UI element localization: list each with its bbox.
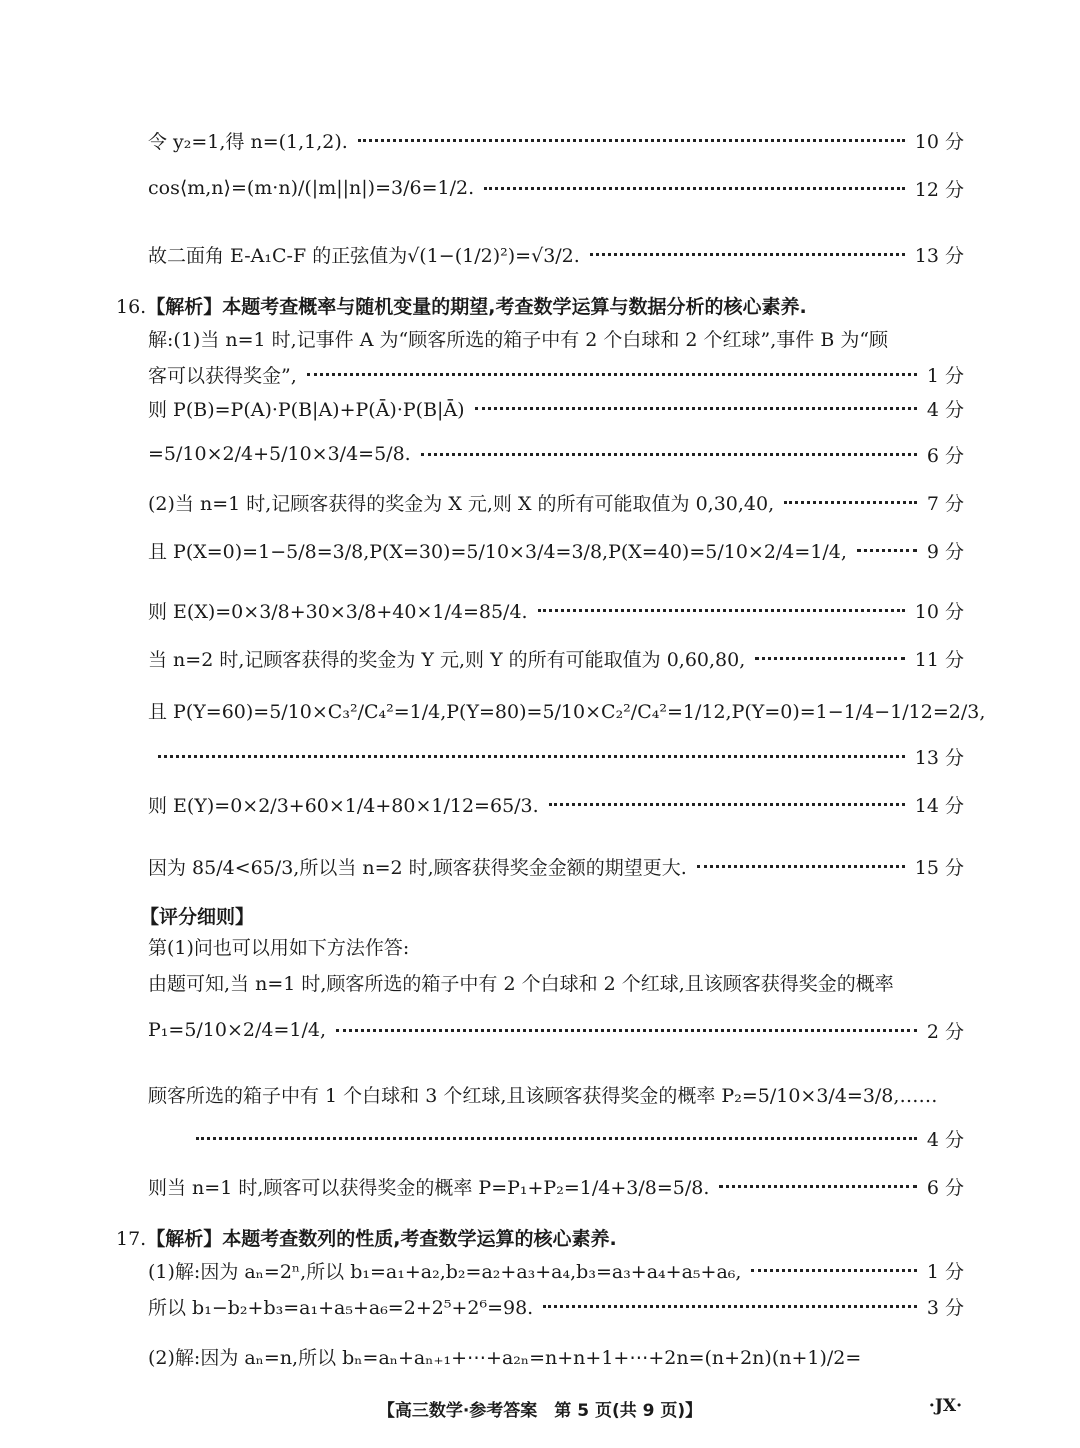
answer-line bbox=[148, 434, 964, 474]
leader-dots bbox=[857, 549, 917, 552]
line-text: 当 n=2 时,记顾客获得的奖金为 Y 元,则 Y 的所有可能取值为 0,60,80, bbox=[148, 648, 746, 671]
leader-dots bbox=[538, 609, 905, 612]
leader-dots bbox=[697, 865, 905, 868]
line-text: 所以 b₁−b₂+b₃=a₁+a₅+a₆=2+2⁵+2⁶=98. bbox=[148, 1296, 534, 1319]
line-text: P₁=5/10×2/4=1/4, bbox=[148, 1019, 327, 1041]
score-label: 6 分 bbox=[926, 1176, 964, 1199]
answer-line bbox=[148, 1074, 964, 1114]
leader-dots bbox=[196, 1137, 917, 1140]
line-text: 且 P(Y=60)=5/10×C₃²/C₄²=1/4,P(Y=80)=5/10×C₂²/C₄²=1/12,P(Y=0)=1−1/4−1/12=2/3, bbox=[148, 700, 986, 723]
leader-dots bbox=[549, 803, 905, 806]
line-text: (2)解:因为 aₙ=n,所以 bₙ=aₙ+aₙ₊₁+⋯+a₂ₙ=n+n+1+⋯+2n=(n+2n)(n+1)/2= bbox=[148, 1346, 862, 1369]
line-text: 由题可知,当 n=1 时,顾客所选的箱子中有 2 个白球和 2 个红球,且该顾客获得奖金的概率 bbox=[148, 972, 894, 995]
score-label: 3 分 bbox=[926, 1296, 964, 1319]
answer-line bbox=[148, 926, 964, 966]
score-label: 1 分 bbox=[926, 1260, 964, 1283]
score-label: 6 分 bbox=[926, 444, 964, 467]
heading-text: 【解析】本题考查数列的性质,考查数学运算的核心素养. bbox=[146, 1228, 617, 1250]
leader-dots bbox=[475, 407, 917, 410]
leader-dots bbox=[543, 1305, 917, 1308]
leader-dots bbox=[751, 1269, 916, 1272]
answer-line bbox=[186, 1118, 964, 1158]
leader-dots bbox=[307, 373, 917, 376]
score-label: 15 分 bbox=[914, 856, 964, 879]
score-label: 11 分 bbox=[914, 648, 964, 671]
footer-page-info: 【高三数学·参考答案 第 5 页(共 9 页)】 bbox=[377, 1401, 703, 1421]
answer-line bbox=[148, 1010, 964, 1050]
question-number: 16. bbox=[116, 296, 147, 318]
line-text: 顾客所选的箱子中有 1 个白球和 3 个红球,且该顾客获得奖金的概率 P₂=5/10×3/4=3/8,…… bbox=[148, 1084, 938, 1107]
score-label: 9 分 bbox=[926, 540, 964, 563]
leader-dots bbox=[158, 755, 905, 758]
section-heading bbox=[116, 1224, 617, 1251]
leader-dots bbox=[484, 187, 905, 190]
answer-line bbox=[148, 168, 964, 208]
answer-line bbox=[148, 590, 964, 630]
score-label: 7 分 bbox=[926, 492, 964, 515]
score-label: 13 分 bbox=[914, 244, 964, 267]
answer-line bbox=[148, 962, 964, 1002]
line-text: 解:(1)当 n=1 时,记事件 A 为“顾客所选的箱子中有 2 个白球和 2 个红球”,事件 B 为“顾 bbox=[148, 328, 889, 351]
answer-line bbox=[148, 846, 964, 886]
answer-line bbox=[148, 530, 964, 570]
section-heading bbox=[116, 292, 807, 319]
line-text: 客可以获得奖金”, bbox=[148, 364, 297, 387]
line-text: (2)当 n=1 时,记顾客获得的奖金为 X 元,则 X 的所有可能取值为 0,30,40, bbox=[148, 492, 775, 515]
score-label: 12 分 bbox=[914, 178, 964, 201]
answer-line bbox=[148, 784, 964, 824]
page-footer bbox=[0, 1396, 1080, 1426]
rubric-title: 【评分细则】 bbox=[140, 906, 255, 928]
answer-line bbox=[148, 388, 964, 428]
leader-dots bbox=[336, 1029, 917, 1032]
leader-dots bbox=[358, 139, 905, 142]
score-label: 4 分 bbox=[926, 1128, 964, 1151]
leader-dots bbox=[590, 253, 905, 256]
leader-dots bbox=[755, 657, 905, 660]
line-text: 因为 85/4<65/3,所以当 n=2 时,顾客获得奖金金额的期望更大. bbox=[148, 856, 687, 879]
line-text: 第(1)问也可以用如下方法作答: bbox=[148, 936, 410, 959]
score-label: 10 分 bbox=[914, 130, 964, 153]
question-number: 17. bbox=[116, 1228, 147, 1250]
line-text: (1)解:因为 aₙ=2ⁿ,所以 b₁=a₁+a₂,b₂=a₂+a₃+a₄,b₃=a₃+a₄+a₅+a₆, bbox=[148, 1260, 742, 1283]
score-label: 14 分 bbox=[914, 794, 964, 817]
score-label: 4 分 bbox=[926, 398, 964, 421]
score-label: 10 分 bbox=[914, 600, 964, 623]
line-text: cos⟨m,n⟩=(m·n)/(|m||n|)=3/6=1/2. bbox=[148, 177, 475, 199]
heading-text: 【解析】本题考查概率与随机变量的期望,考查数学运算与数据分析的核心素养. bbox=[146, 296, 807, 318]
answer-line bbox=[148, 318, 964, 358]
line-text: 则 P(B)=P(A)·P(B|A)+P(Ā)·P(B|Ā) bbox=[148, 398, 465, 421]
answer-line bbox=[148, 690, 986, 730]
leader-dots bbox=[784, 501, 917, 504]
answer-line bbox=[148, 120, 964, 160]
answer-line bbox=[148, 482, 964, 522]
line-text: 则 E(X)=0×3/8+30×3/8+40×1/4=85/4. bbox=[148, 600, 528, 623]
answer-line bbox=[148, 1166, 964, 1206]
line-text: 则当 n=1 时,顾客可以获得奖金的概率 P=P₁+P₂=1/4+3/8=5/8. bbox=[148, 1176, 710, 1199]
line-text: =5/10×2/4+5/10×3/4=5/8. bbox=[148, 443, 411, 465]
answer-line bbox=[148, 234, 964, 274]
score-label: 1 分 bbox=[926, 364, 964, 387]
leader-dots bbox=[421, 453, 917, 456]
answer-line bbox=[148, 638, 964, 678]
footer-code: ·JX· bbox=[928, 1396, 962, 1416]
answer-line bbox=[148, 1336, 964, 1376]
line-text: 故二面角 E-A₁C-F 的正弦值为√(1−(1/2)²)=√3/2. bbox=[148, 244, 580, 267]
leader-dots bbox=[719, 1185, 916, 1188]
answer-line bbox=[148, 1286, 964, 1326]
line-text: 令 y₂=1,得 n=(1,1,2). bbox=[148, 130, 348, 153]
answer-line bbox=[148, 1250, 964, 1290]
answer-line bbox=[148, 736, 964, 776]
score-label: 13 分 bbox=[914, 746, 964, 769]
line-text: 则 E(Y)=0×2/3+60×1/4+80×1/12=65/3. bbox=[148, 794, 539, 817]
line-text: 且 P(X=0)=1−5/8=3/8,P(X=30)=5/10×3/4=3/8,P(X=40)=5/10×2/4=1/4, bbox=[148, 540, 847, 563]
score-label: 2 分 bbox=[926, 1020, 964, 1043]
